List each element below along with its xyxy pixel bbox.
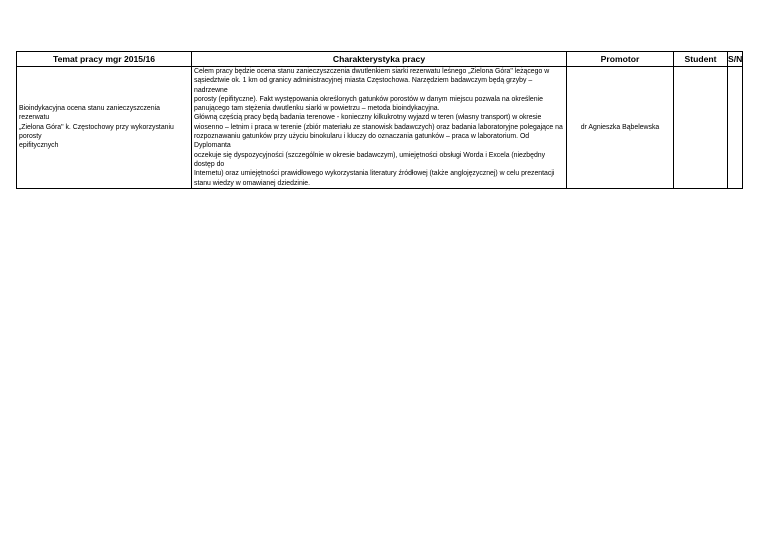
table-row bbox=[17, 67, 743, 189]
header-description: Charakterystyka pracy bbox=[192, 52, 567, 67]
cell-promoter: dr Agnieszka Bąbelewska bbox=[567, 67, 674, 189]
header-status: S/N bbox=[728, 52, 743, 67]
header-student: Student bbox=[674, 52, 728, 67]
cell-status bbox=[728, 67, 743, 189]
header-promoter: Promotor bbox=[567, 52, 674, 67]
header-row bbox=[17, 52, 743, 67]
thesis-topics-table bbox=[16, 51, 743, 189]
cell-topic: Bioindykacyjna ocena stanu zanieczyszczenia rezerwatu „Zielona Góra" k. Częstochowy przy wykorzystaniu porosty epifitycznych bbox=[17, 67, 192, 189]
header-topic: Temat pracy mgr 2015/16 bbox=[17, 52, 192, 67]
cell-student bbox=[674, 67, 728, 189]
cell-description: Celem pracy będzie ocena stanu zanieczyszczenia dwutlenkiem siarki rezerwatu leśnego „Zielona Góra" leżącego w sąsiedztwie ok. 1 km od granicy administracyjnej miasta Częstochowa. Narzędziem badawczym będą grzyby – nadrzewne porosty (epifityczne). Fakt występowania określonych gatunków porostów w danym miejscu pozwala na określenie panującego tam stężenia dwutlenku siarki w powietrzu – metoda bioindykacyjna. Główną częścią pracy będą badania terenowe - konieczny kilkukrotny wyjazd w teren (własny transport) w okresie wiosenno – letnim i praca w terenie (zbiór materiału ze stanowisk badawczych) oraz badania laboratoryjne polegające na rozpoznawaniu gatunków przy użyciu binokularu i kluczy do oznaczania gatunków – praca w laboratorium. Od Dyplomanta oczekuje się dyspozycyjności (szczególnie w okresie badawczym), umiejętności obsługi Worda i Excela (niezbędny dostęp do Internetu) oraz umiejętności prawidłowego wykorzystania literatury źródłowej (także anglojęzycznej) w celu prezentacji stanu wiedzy w omawianej dziedzinie. bbox=[192, 67, 567, 189]
